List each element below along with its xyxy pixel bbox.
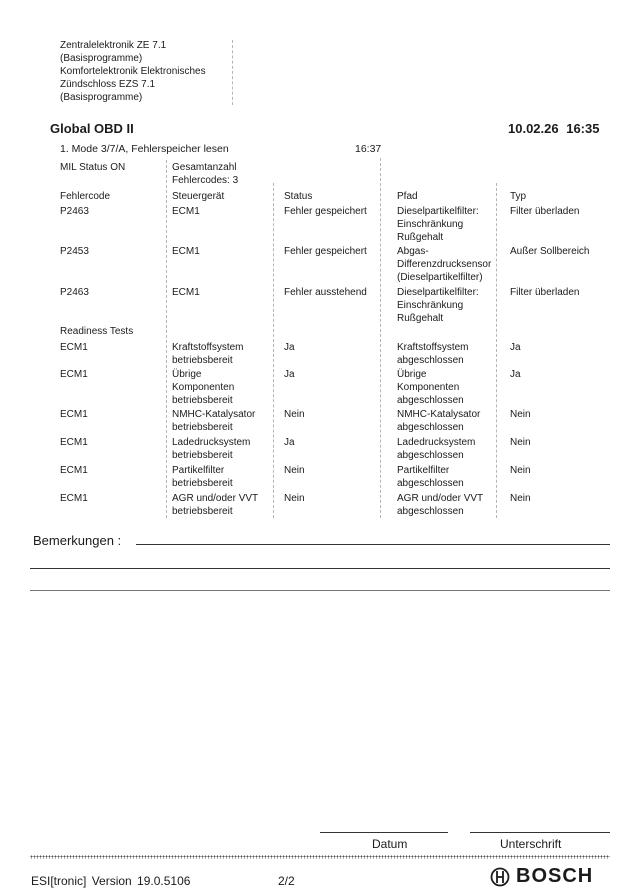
readiness-title: Readiness Tests [60,326,134,337]
bosch-logo [490,865,593,888]
fault-type: Außer Sollbereich [510,246,590,257]
readiness-ecu: ECM1 [60,342,88,353]
column-header-ecu: Steuergerät [172,191,225,202]
readiness-ecu: ECM1 [60,465,88,476]
column-header-type: Typ [510,191,527,202]
readiness-ecu: ECM1 [60,409,88,420]
readiness-ready: Nein [284,409,305,420]
signature-label: Unterschrift [500,837,562,851]
readiness-ecu: ECM1 [60,493,88,504]
header-line: Zentralelektronik ZE 7.1 [60,40,167,51]
header-line: Komfortelektronik Elektronisches [60,66,206,77]
readiness-system: Kraftstoffsystem betriebsbereit [172,342,244,366]
readiness-system: Übrige Komponenten betriebsbereit [172,369,235,406]
column-header-path: Pfad [397,191,418,202]
readiness-ecu: ECM1 [60,437,88,448]
readiness-system: AGR und/oder VVT betriebsbereit [172,493,259,517]
header-line: Zündschloss EZS 7.1 [60,79,156,90]
fault-ecu: ECM1 [172,246,200,257]
remarks-line[interactable] [30,590,610,591]
page-number: 2/2 [278,874,295,888]
footer-version: ESI[tronic] Version 19.0.5106 [31,874,191,888]
column-divider [380,158,381,518]
column-divider [496,183,497,518]
fault-path: Abgas- Differenzdrucksensor (Dieselpartikelfilter) [397,246,492,283]
readiness-complete: Nein [510,493,531,504]
readiness-ecu: ECM1 [60,369,88,380]
readiness-ready: Ja [284,369,295,380]
report-datetime: 10.02.26 16:35 [508,121,600,136]
remarks-line[interactable] [30,568,610,569]
readiness-system: Partikelfilter betriebsbereit [172,465,233,489]
fault-ecu: ECM1 [172,287,200,298]
readiness-test: NMHC-Katalysator abgeschlossen [397,409,481,433]
date-label: Datum [372,837,408,851]
readiness-complete: Nein [510,409,531,420]
readiness-system: NMHC-Katalysator betriebsbereit [172,409,256,433]
readiness-system: Ladedrucksystem betriebsbereit [172,437,251,461]
column-divider [166,160,167,518]
date-line[interactable] [320,832,448,833]
signature-line[interactable] [470,832,610,833]
readiness-complete: Ja [510,369,521,380]
header-line: (Basisprogramme) [60,53,143,64]
total-codes: Gesamtanzahl Fehlercodes: 3 [172,162,239,186]
column-header-code: Fehlercode [60,191,111,202]
readiness-test: Kraftstoffsystem abgeschlossen [397,342,469,366]
readiness-ready: Nein [284,493,305,504]
readiness-ready: Nein [284,465,305,476]
fault-ecu: ECM1 [172,206,200,217]
remarks-line[interactable] [136,544,610,545]
readiness-ready: Ja [284,437,295,448]
fault-path: Dieselpartikelfilter: Einschränkung Rußgehalt [397,287,479,324]
readiness-test: Ladedrucksystem abgeschlossen [397,437,476,461]
bosch-armature-icon [490,867,510,887]
mode-line: 1. Mode 3/7/A, Fehlerspeicher lesen [60,143,229,155]
brand-name: BOSCH [516,865,594,887]
fault-type: Filter überladen [510,287,580,298]
readiness-ready: Ja [284,342,295,353]
readiness-test: AGR und/oder VVT abgeschlossen [397,493,484,517]
page-title: Global OBD II [50,121,134,136]
header-block [60,39,235,104]
mil-status: MIL Status ON [60,162,126,173]
remarks-label: Bemerkungen : [33,533,122,548]
readiness-complete: Nein [510,465,531,476]
fault-path: Dieselpartikelfilter: Einschränkung Rußgehalt [397,206,479,243]
fault-status: Fehler gespeichert [284,246,367,257]
readiness-test: Übrige Komponenten abgeschlossen [397,369,464,406]
column-divider [273,183,274,518]
fault-status: Fehler ausstehend [284,287,367,298]
fault-status: Fehler gespeichert [284,206,367,217]
fault-type: Filter überladen [510,206,580,217]
mode-time: 16:37 [355,143,382,155]
fault-code: P2463 [60,206,89,217]
readiness-test: Partikelfilter abgeschlossen [397,465,464,489]
fault-code: P2463 [60,287,89,298]
column-divider [232,40,233,105]
readiness-complete: Ja [510,342,521,353]
footer-divider [30,855,610,859]
readiness-complete: Nein [510,437,531,448]
fault-code: P2453 [60,246,89,257]
header-line: (Basisprogramme) [60,92,143,103]
column-header-status: Status [284,191,313,202]
